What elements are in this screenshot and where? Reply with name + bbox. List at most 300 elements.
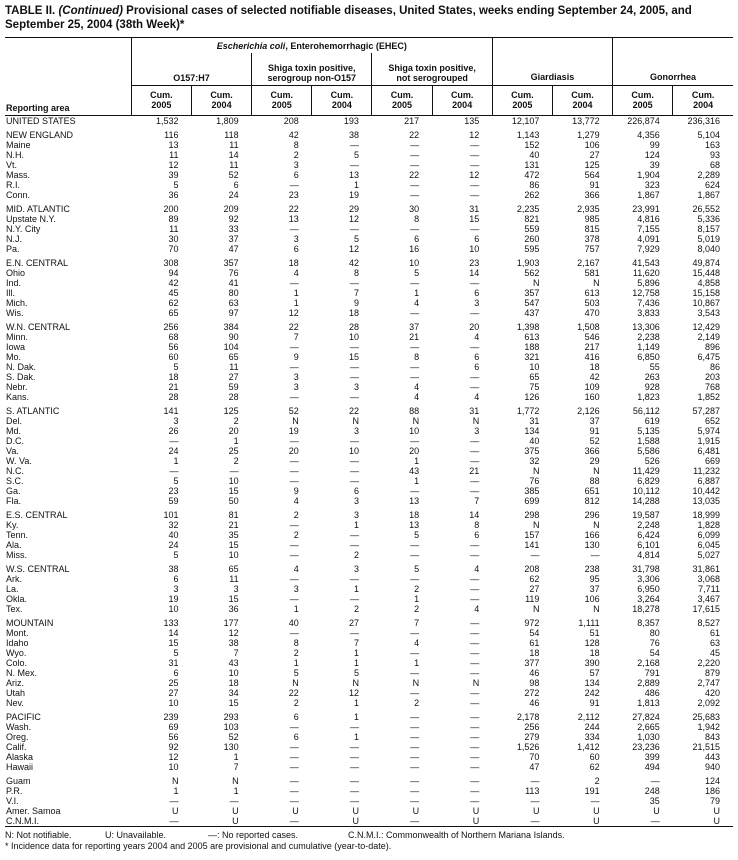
- value-cell: 2,126: [577, 406, 600, 416]
- value-cell: 2: [594, 776, 600, 786]
- value-cell: 7: [474, 496, 480, 506]
- value-cell: 13,035: [692, 496, 720, 506]
- value-cell: —: [410, 308, 420, 318]
- value-cell: 8: [414, 214, 420, 224]
- value-cell: —: [470, 786, 480, 796]
- value-cell: 3,306: [637, 574, 660, 584]
- value-cell: 19: [288, 426, 299, 436]
- table-row: [5, 776, 733, 786]
- value-cell: 494: [644, 762, 660, 772]
- value-cell: —: [410, 550, 420, 560]
- value-cell: 125: [584, 160, 600, 170]
- value-cell: —: [410, 486, 420, 496]
- value-cell: N: [472, 678, 480, 688]
- value-cell: 92: [168, 742, 179, 752]
- value-cell: 821: [524, 214, 540, 224]
- reporting-area-cell: E.N. CENTRAL: [6, 258, 69, 268]
- value-cell: 4: [414, 392, 420, 402]
- value-cell: 296: [584, 510, 600, 520]
- value-cell: 95: [589, 574, 600, 584]
- value-cell: 8,157: [697, 224, 720, 234]
- value-cell: 2: [293, 530, 299, 540]
- value-cell: —: [410, 150, 420, 160]
- value-cell: 33: [228, 224, 239, 234]
- legend-cnmi: C.N.M.I.: Commonwealth of Northern Mariana Islands.: [348, 830, 565, 840]
- reporting-area-cell: Ark.: [6, 574, 23, 584]
- table-row: [5, 160, 733, 170]
- value-cell: 226,874: [627, 116, 660, 126]
- value-cell: 2,235: [516, 204, 540, 214]
- value-cell: 15: [228, 486, 239, 496]
- value-cell: 24: [228, 190, 239, 200]
- value-cell: 1,809: [216, 116, 239, 126]
- value-cell: 5,135: [637, 426, 660, 436]
- value-cell: N: [593, 604, 600, 614]
- table-row: [5, 392, 733, 402]
- value-cell: 41,543: [632, 258, 660, 268]
- value-cell: —: [289, 574, 299, 584]
- value-cell: N: [352, 678, 359, 688]
- value-cell: 91: [589, 180, 600, 190]
- reporting-area-cell: D.C.: [6, 436, 24, 446]
- value-cell: —: [349, 742, 359, 752]
- value-cell: —: [470, 752, 480, 762]
- value-cell: 238: [584, 564, 600, 574]
- value-cell: 768: [704, 382, 720, 392]
- value-cell: 193: [343, 116, 359, 126]
- table-row: [5, 362, 733, 372]
- table-row: [5, 628, 733, 638]
- value-cell: U: [552, 816, 612, 827]
- value-cell: 13: [168, 140, 179, 150]
- value-cell: —: [349, 436, 359, 446]
- value-cell: 5: [353, 668, 359, 678]
- value-cell: 42: [168, 278, 179, 288]
- reporting-area-cell: Wyo.: [6, 648, 27, 658]
- value-cell: 4,816: [637, 214, 660, 224]
- value-cell: 4: [414, 382, 420, 392]
- table-row: [5, 130, 733, 140]
- value-cell: —: [289, 456, 299, 466]
- value-cell: 1,852: [697, 392, 720, 402]
- value-cell: 134: [584, 678, 600, 688]
- value-cell: U: [292, 806, 299, 816]
- value-cell: 526: [644, 456, 660, 466]
- value-cell: —: [470, 796, 480, 806]
- value-cell: 18,999: [692, 510, 720, 520]
- value-cell: 4,814: [637, 550, 660, 560]
- cum-2005-header: Cum. 2005: [372, 86, 432, 116]
- value-cell: 503: [584, 298, 600, 308]
- value-cell: 94: [168, 268, 179, 278]
- value-cell: 3: [353, 510, 359, 520]
- table-row: [5, 618, 733, 628]
- table-row: [5, 426, 733, 436]
- value-cell: 52: [228, 170, 239, 180]
- value-cell: 3: [474, 298, 480, 308]
- value-cell: 25: [168, 678, 179, 688]
- value-cell: —: [470, 150, 480, 160]
- value-cell: 4: [414, 638, 420, 648]
- reporting-area-cell: NEW ENGLAND: [6, 130, 74, 140]
- value-cell: —: [470, 372, 480, 382]
- value-cell: 30: [168, 234, 179, 244]
- reporting-area-cell: N.C.: [6, 466, 24, 476]
- value-cell: 6: [474, 530, 480, 540]
- table-row: [5, 446, 733, 456]
- value-cell: 3: [353, 426, 359, 436]
- value-cell: 98: [529, 678, 540, 688]
- value-cell: U: [653, 806, 660, 816]
- value-cell: 30: [409, 204, 420, 214]
- value-cell: 8: [353, 268, 359, 278]
- value-cell: 6: [474, 234, 480, 244]
- value-cell: 42: [589, 372, 600, 382]
- table-title: [5, 5, 735, 32]
- value-cell: 7: [233, 648, 239, 658]
- table-row: [5, 180, 733, 190]
- reporting-area-cell: W. Va.: [6, 456, 32, 466]
- value-cell: 357: [223, 258, 239, 268]
- value-cell: 37: [409, 322, 420, 332]
- value-cell: —: [410, 796, 420, 806]
- value-cell: 3: [173, 584, 179, 594]
- value-cell: N: [532, 278, 540, 288]
- value-cell: 1: [414, 594, 420, 604]
- value-cell: 50: [228, 496, 239, 506]
- value-cell: 19: [348, 190, 359, 200]
- value-cell: —: [349, 776, 359, 786]
- value-cell: N: [532, 520, 540, 530]
- reporting-area-cell: Maine: [6, 140, 31, 150]
- value-cell: —: [289, 392, 299, 402]
- value-cell: 57,287: [692, 406, 720, 416]
- reporting-area-cell: Kans.: [6, 392, 30, 402]
- value-cell: 2,248: [637, 520, 660, 530]
- value-cell: 242: [584, 688, 600, 698]
- value-cell: 128: [584, 638, 600, 648]
- value-cell: 9: [293, 352, 299, 362]
- value-cell: 366: [584, 446, 600, 456]
- value-cell: 32: [168, 520, 179, 530]
- giardiasis-group-header: Giardiasis: [492, 38, 612, 86]
- value-cell: —: [349, 762, 359, 772]
- value-cell: 166: [584, 530, 600, 540]
- value-cell: 11,232: [693, 466, 720, 476]
- reporting-area-cell: W.N. CENTRAL: [6, 322, 71, 332]
- value-cell: —: [410, 436, 420, 446]
- value-cell: 308: [163, 258, 179, 268]
- value-cell: 6: [353, 486, 359, 496]
- table-row: [5, 258, 733, 268]
- value-cell: —: [229, 466, 239, 476]
- value-cell: —: [470, 446, 480, 456]
- value-cell: 101: [163, 510, 179, 520]
- value-cell: —: [410, 628, 420, 638]
- value-cell: 36: [228, 604, 239, 614]
- value-cell: 6,481: [697, 446, 720, 456]
- value-cell: 116: [164, 130, 179, 140]
- value-cell: 1: [414, 456, 420, 466]
- value-cell: 5: [414, 268, 420, 278]
- value-cell: 10,867: [692, 298, 720, 308]
- value-cell: 4: [474, 604, 480, 614]
- value-cell: 91: [589, 698, 600, 708]
- table-row: [5, 722, 733, 732]
- value-cell: 1: [233, 752, 239, 762]
- value-cell: 1: [353, 584, 359, 594]
- value-cell: 256: [163, 322, 179, 332]
- value-cell: 18: [529, 648, 540, 658]
- value-cell: —: [410, 278, 420, 288]
- value-cell: 59: [228, 382, 239, 392]
- value-cell: 1,149: [637, 342, 660, 352]
- value-cell: 1,867: [637, 190, 660, 200]
- value-cell: 5,336: [697, 214, 720, 224]
- cum-2005-header: Cum. 2005: [492, 86, 552, 116]
- value-cell: 2,167: [577, 258, 600, 268]
- value-cell: 38: [228, 638, 239, 648]
- table-row: [5, 382, 733, 392]
- value-cell: —: [470, 712, 480, 722]
- value-cell: 14: [469, 268, 480, 278]
- value-cell: 42: [348, 258, 359, 268]
- value-cell: 1: [414, 288, 420, 298]
- table-row: [5, 816, 733, 827]
- value-cell: 69: [168, 722, 179, 732]
- reporting-area-cell: N.Y. City: [6, 224, 41, 234]
- value-cell: 54: [529, 628, 540, 638]
- value-cell: 619: [644, 416, 660, 426]
- value-cell: —: [530, 796, 540, 806]
- value-cell: —: [470, 574, 480, 584]
- value-cell: 186: [704, 786, 720, 796]
- value-cell: 9: [293, 486, 299, 496]
- value-cell: 15,448: [692, 268, 720, 278]
- value-cell: —: [470, 628, 480, 638]
- table-row: [5, 268, 733, 278]
- value-cell: U: [432, 816, 492, 827]
- value-cell: 188: [524, 342, 540, 352]
- value-cell: N: [593, 466, 600, 476]
- value-cell: 11: [169, 224, 179, 234]
- value-cell: 486: [644, 688, 660, 698]
- value-cell: N: [593, 278, 600, 288]
- legend-line: [5, 830, 733, 841]
- value-cell: 757: [584, 244, 600, 254]
- value-cell: 31: [529, 416, 540, 426]
- value-cell: —: [349, 278, 359, 288]
- value-cell: N: [171, 776, 179, 786]
- value-cell: 5,974: [697, 426, 720, 436]
- value-cell: 32: [529, 456, 540, 466]
- value-cell: 10: [168, 604, 179, 614]
- value-cell: —: [470, 278, 480, 288]
- value-cell: 4,091: [637, 234, 660, 244]
- value-cell: 272: [524, 688, 540, 698]
- value-cell: 2: [414, 604, 420, 614]
- value-cell: 18: [348, 308, 359, 318]
- value-cell: 10: [409, 258, 420, 268]
- value-cell: 6: [474, 352, 480, 362]
- value-cell: U: [713, 806, 720, 816]
- value-cell: 61: [709, 628, 720, 638]
- value-cell: 61: [529, 638, 540, 648]
- value-cell: —: [349, 372, 359, 382]
- value-cell: 52: [589, 436, 600, 446]
- value-cell: —: [349, 392, 359, 402]
- value-cell: 70: [168, 244, 179, 254]
- value-cell: 19,587: [632, 510, 660, 520]
- value-cell: 27: [529, 584, 540, 594]
- value-cell: 208: [524, 564, 540, 574]
- value-cell: —: [289, 278, 299, 288]
- value-cell: 940: [704, 762, 720, 772]
- value-cell: —: [650, 776, 660, 786]
- value-cell: U: [312, 816, 372, 827]
- value-cell: 11: [229, 140, 239, 150]
- value-cell: 10,112: [632, 486, 660, 496]
- value-cell: 12,758: [632, 288, 660, 298]
- value-cell: —: [470, 584, 480, 594]
- value-cell: 12,429: [692, 322, 720, 332]
- table-row: [5, 466, 733, 476]
- reporting-area-cell: Mont.: [6, 628, 29, 638]
- value-cell: 2,178: [516, 712, 540, 722]
- value-cell: 1: [293, 298, 299, 308]
- value-cell: 3: [173, 416, 179, 426]
- value-cell: 298: [524, 510, 540, 520]
- value-cell: 38: [168, 564, 179, 574]
- value-cell: 1,588: [637, 436, 660, 446]
- table-row: [5, 204, 733, 214]
- value-cell: 63: [228, 298, 239, 308]
- value-cell: 125: [223, 406, 239, 416]
- value-cell: 613: [584, 288, 600, 298]
- value-cell: —: [410, 786, 420, 796]
- value-cell: 20: [409, 446, 420, 456]
- reporting-area-cell: P.R.: [6, 786, 23, 796]
- value-cell: 6,045: [697, 540, 720, 550]
- value-cell: 31,798: [632, 564, 660, 574]
- table-row: [5, 796, 733, 806]
- value-cell: 130: [584, 540, 600, 550]
- value-cell: 5,104: [697, 130, 720, 140]
- value-cell: —: [530, 550, 540, 560]
- value-cell: 25,683: [692, 712, 720, 722]
- reporting-area-cell: Conn.: [6, 190, 31, 200]
- value-cell: 1,412: [577, 742, 600, 752]
- value-cell: 3: [353, 564, 359, 574]
- value-cell: —: [289, 762, 299, 772]
- value-cell: 4: [293, 564, 299, 574]
- table-row: [5, 308, 733, 318]
- value-cell: 90: [228, 332, 239, 342]
- value-cell: 29: [589, 456, 600, 466]
- reporting-area-cell: Nev.: [6, 698, 24, 708]
- table-row: [5, 786, 733, 796]
- value-cell: 624: [704, 180, 720, 190]
- value-cell: 6: [293, 732, 299, 742]
- value-cell: 2: [293, 648, 299, 658]
- value-cell: 1: [233, 786, 239, 796]
- value-cell: 86: [709, 362, 720, 372]
- reporting-area-cell: Pa.: [6, 244, 20, 254]
- value-cell: —: [289, 520, 299, 530]
- reporting-area-cell: C.N.M.I.: [5, 816, 131, 827]
- value-cell: 1,915: [697, 436, 720, 446]
- value-cell: —: [289, 776, 299, 786]
- value-cell: 1,398: [516, 322, 540, 332]
- value-cell: 12: [168, 160, 179, 170]
- value-cell: 20: [288, 446, 299, 456]
- value-cell: 7: [353, 288, 359, 298]
- value-cell: —: [470, 762, 480, 772]
- value-cell: 109: [584, 382, 600, 392]
- value-cell: 18: [288, 258, 299, 268]
- title-continued: (Continued): [58, 5, 123, 17]
- table-row: [5, 342, 733, 352]
- value-cell: 43: [228, 658, 239, 668]
- reporting-area-cell: Nebr.: [6, 382, 28, 392]
- value-cell: 23,991: [632, 204, 660, 214]
- value-cell: 157: [524, 530, 540, 540]
- value-cell: 385: [524, 486, 540, 496]
- reporting-area-cell: Wash.: [6, 722, 32, 732]
- table-row: [5, 224, 733, 234]
- value-cell: 104: [223, 342, 239, 352]
- table-row: [5, 510, 733, 520]
- value-cell: 5,896: [637, 278, 660, 288]
- value-cell: U: [171, 806, 179, 816]
- value-cell: 28: [228, 392, 239, 402]
- reporting-area-cell: N. Dak.: [6, 362, 37, 372]
- value-cell: 45: [709, 648, 720, 658]
- o157-subgroup-header: O157:H7: [131, 53, 251, 86]
- value-cell: 1,867: [697, 190, 720, 200]
- value-cell: 7,929: [637, 244, 660, 254]
- value-cell: 6: [293, 170, 299, 180]
- value-cell: 1,823: [637, 392, 660, 402]
- value-cell: U: [191, 816, 251, 827]
- value-cell: 896: [704, 342, 720, 352]
- value-cell: 443: [704, 752, 720, 762]
- value-cell: 3: [293, 584, 299, 594]
- value-cell: —: [372, 816, 432, 827]
- value-cell: 4: [293, 268, 299, 278]
- value-cell: 293: [223, 712, 239, 722]
- value-cell: 11,429: [632, 466, 660, 476]
- reporting-area-cell: Wis.: [6, 308, 24, 318]
- value-cell: —: [410, 160, 420, 170]
- value-cell: 27,824: [632, 712, 660, 722]
- reporting-area-cell: Tex.: [6, 604, 23, 614]
- table-row: [5, 648, 733, 658]
- value-cell: —: [410, 648, 420, 658]
- value-cell: 13: [348, 170, 359, 180]
- value-cell: 21,515: [692, 742, 720, 752]
- value-cell: 21: [228, 520, 239, 530]
- value-cell: N: [232, 776, 239, 786]
- value-cell: 1: [353, 520, 359, 530]
- value-cell: 1,772: [516, 406, 540, 416]
- value-cell: 163: [704, 140, 720, 150]
- reporting-area-cell: Va.: [6, 446, 19, 456]
- value-cell: 7: [293, 332, 299, 342]
- reporting-area-cell: Iowa: [6, 342, 26, 352]
- value-cell: 133: [163, 618, 179, 628]
- value-cell: 11: [169, 150, 179, 160]
